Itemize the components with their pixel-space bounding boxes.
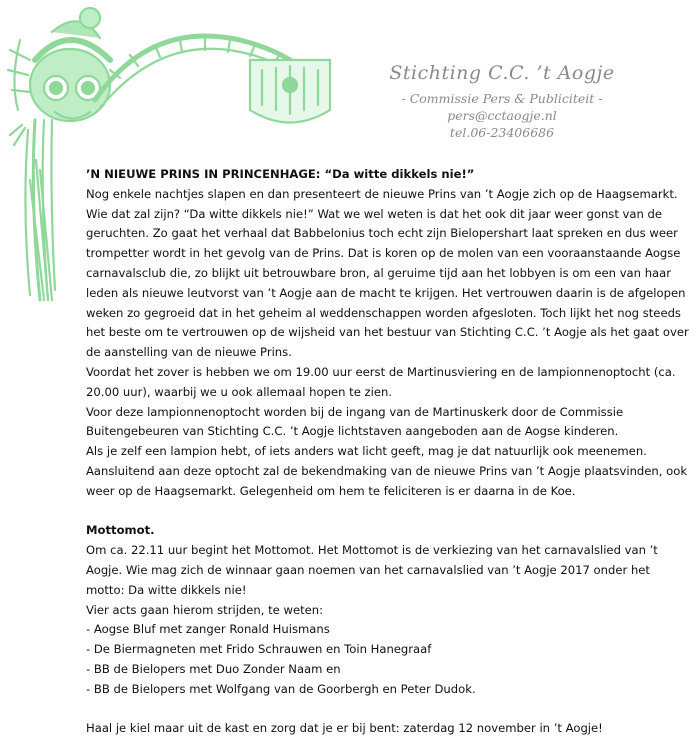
paragraph: Voordat het zover is hebben we om 19.00 uur eerst de Martinusviering en de lampionnenoptocht (ca. 20.00 uur), waarbij we u ook allemaal hopen te zien. — [86, 364, 676, 399]
closing-line: Haal je kiel maar uit de kast en zorg dat je er bij bent: zaterdag 12 november in ’t Aogje! — [86, 721, 603, 736]
spacer — [86, 502, 690, 522]
list-item: - BB de Bielopers met Duo Zonder Naam en — [86, 661, 341, 676]
organisation-name: Stichting C.C. ’t Aogje — [389, 62, 615, 84]
paragraph: Om ca. 22.11 uur begint het Mottomot. Het Mottomot is de verkiezing van het carnavalslied van ’t Aogje. Wie mag zich de winnaar gaan noemen van het carnavalslied van ’t Aogje 2017 onder het motto: Da witte dikkels nie! — [86, 543, 658, 597]
article-body — [86, 165, 690, 739]
paragraph: Als je zelf een lampion hebt, of iets anders wat licht geeft, mag je dat natuurlijk ook meenemen. — [86, 444, 647, 459]
contact-email: pers@cctaogje.nl — [447, 108, 557, 123]
headline-prefix: ’N NIEUWE PRINS IN PRINCENHAGE: — [86, 167, 321, 181]
list-item: - BB de Bielopers met Wolfgang van de Goorbergh en Peter Dudok. — [86, 681, 476, 696]
list-item: - Aogse Bluf met zanger Ronald Huismans — [86, 622, 330, 637]
paragraph: Voor deze lampionnenoptocht worden bij de ingang van de Martinuskerk door de Commissie Buitengebeuren van Stichting C.C. ’t Aogje lichtstaven aangeboden aan de Aogse kinderen. — [86, 404, 624, 439]
list-item: - De Biermagneten met Frido Schrauwen en Toin Hanegraaf — [86, 642, 432, 657]
acts-list — [86, 620, 690, 699]
paragraph: Vier acts gaan hierom strijden, te weten: — [86, 602, 324, 617]
contact-phone: tel.06-23406686 — [449, 125, 555, 140]
paragraph: Aansluitend aan deze optocht zal de bekendmaking van de nieuwe Prins van ’t Aogje plaatsvinden, ook weer op de Haagsemarkt. Gelegenheid om hem te feliciteren is er daarna in de Koe. — [86, 463, 688, 498]
section-heading: Mottomot. — [86, 523, 155, 538]
letterhead — [372, 62, 632, 141]
headline-quote: “Da witte dikkels nie!” — [320, 167, 475, 181]
article-headline — [86, 165, 690, 185]
committee-name: - Commissie Pers & Publiciteit - — [401, 91, 603, 106]
paragraph: Nog enkele nachtjes slapen en dan presenteert de nieuwe Prins van ’t Aogje zich op de Haagsemarkt. Wie dat zal zijn? “Da witte dikkels nie!” Wat we wel weten is dat het ook dit jaar weer gonst van de geruchten. Zo gaat het verhaal dat Babbelonius toch echt zijn Bielopershart laat spreken en dus weer trompetter wordt in het gevolg van de Prins. Dat is koren op de molen van een vooraanstaande Aogse carnavalsclub die, zo blijkt uit betrouwbare bron, al geruime tijd aan het lobbyen is om een van haar leden als nieuwe leutvorst van ’t Aogje aan de macht te krijgen. Het vertrouwen daarin is de afgelopen weken zo gegroeid dat in het geheim al weddenschappen worden afgesloten. Toch lijkt het nog steeds het beste om te vertrouwen op de wijsheid van het bestuur van Stichting C.C. ’t Aogje als het gaat over de aanstelling van de nieuwe Prins. — [86, 186, 689, 360]
spacer — [86, 700, 690, 720]
